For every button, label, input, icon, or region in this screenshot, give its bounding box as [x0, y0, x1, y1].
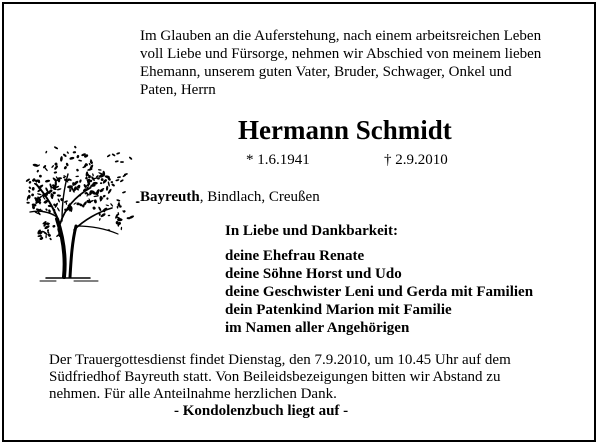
tree-leaf	[66, 151, 69, 154]
tree-leaf	[66, 202, 68, 205]
intro-line: voll Liebe und Fürsorge, nehmen wir Abschied von meinem lieben	[140, 46, 542, 62]
tree-leaf	[52, 225, 56, 228]
tree-leaf	[54, 171, 58, 174]
tree-leaf	[97, 177, 100, 179]
tree-leaf	[76, 168, 79, 172]
service-line: Südfriedhof Bayreuth statt. Von Beileidsbezeigungen bitten wir Abstand zu	[49, 369, 501, 385]
intro-line: Ehemann, unserem guten Vater, Bruder, Schwager, Onkel und	[140, 64, 512, 80]
tree-leaf	[100, 196, 103, 201]
tree-leaf	[28, 186, 31, 189]
tree-leaf	[63, 166, 67, 170]
tree-leaf	[28, 190, 31, 194]
tree-leaf	[110, 203, 114, 207]
intro-line: Paten, Herrn	[140, 82, 216, 98]
tree-leaf	[107, 154, 111, 158]
tree-leaf	[120, 161, 124, 163]
birth-date: * 1.6.1941	[246, 152, 310, 168]
intro-line: Im Glauben an die Auferstehung, nach einem arbeitsreichen Leben	[140, 28, 542, 44]
tree-leaf	[121, 227, 123, 231]
tree-leaf	[76, 155, 79, 159]
windblown-tree-icon	[20, 122, 142, 282]
tree-leaf	[100, 213, 106, 218]
tree-leaf	[28, 180, 31, 184]
tree-leaf	[111, 153, 115, 157]
mourner-line: deine Ehefrau Renate	[225, 248, 365, 264]
tree-leaf	[129, 156, 133, 160]
tree-leaf	[105, 204, 109, 206]
tree-leaf	[26, 202, 29, 204]
tree-leaf	[78, 159, 82, 161]
tree-leaf	[115, 179, 119, 182]
death-date: † 2.9.2010	[384, 152, 448, 168]
tree-leaf	[74, 145, 77, 148]
tree-leaf	[120, 179, 124, 183]
tree-leaf	[94, 199, 98, 203]
tree-leaf	[31, 193, 34, 196]
tree-leaf	[36, 169, 39, 172]
tree-leaf	[37, 193, 42, 196]
intro-text	[140, 27, 570, 99]
service-info	[49, 352, 511, 403]
tree-leaf	[45, 235, 46, 238]
tree-leaf	[60, 156, 63, 162]
tree-leaf	[108, 215, 111, 217]
tree-leaf	[62, 153, 67, 157]
tree-leaf	[92, 173, 94, 176]
tree-leaf	[51, 165, 54, 169]
tree-leaf	[92, 206, 96, 210]
tree-leaf	[73, 151, 77, 154]
tree-leaf	[106, 197, 109, 200]
tree-leaf	[49, 237, 52, 240]
tree-leaf	[115, 160, 119, 163]
tree-leaf	[101, 178, 104, 181]
tree-leaf	[106, 186, 109, 191]
tree-leaf	[45, 179, 51, 182]
condolence-note: - Kondolenzbuch liegt auf -	[174, 403, 349, 419]
tree-leaf	[75, 176, 79, 178]
tree-leaf	[98, 169, 102, 171]
mourner-line: deine Söhne Horst und Udo	[225, 266, 402, 282]
tree-leaf	[45, 208, 48, 211]
tree-leaf	[32, 187, 35, 191]
tree-leaf	[65, 162, 68, 166]
service-line: Der Trauergottesdienst findet Dienstag, den 7.9.2010, um 10.45 Uhr auf dem	[49, 352, 511, 368]
place-main: Bayreuth	[140, 189, 200, 205]
tree-leaf	[57, 194, 61, 197]
tree-leaf	[47, 233, 51, 237]
tree-leaf	[54, 165, 59, 171]
tree-leaf	[39, 236, 44, 240]
mourner-line: deine Geschwister Leni und Gerda mit Familien	[225, 284, 534, 300]
tree-leaf	[73, 202, 77, 205]
service-line: nehmen. Für alle Anteilnahme herzlichen Dank.	[49, 386, 337, 402]
tree-leaf	[57, 207, 61, 212]
tree-leaf	[116, 152, 120, 155]
tree-leaf	[111, 183, 115, 187]
tree-leaf	[45, 150, 48, 153]
tree-leaf	[93, 195, 99, 197]
tree-leaf	[117, 176, 121, 179]
mourner-line: dein Patenkind Marion mit Familie	[225, 302, 452, 318]
tree-leaf	[85, 171, 88, 177]
mourners-heading: In Liebe und Dankbarkeit:	[225, 223, 398, 239]
tree-leaf	[116, 199, 120, 202]
tree-leaf	[39, 175, 42, 178]
tree-leaf	[54, 146, 59, 150]
tree-leaf	[111, 181, 114, 183]
tree-leaf	[99, 218, 101, 221]
tree-leaf	[98, 206, 102, 211]
places-line	[140, 188, 320, 206]
tree-leaf	[79, 179, 82, 183]
deceased-name: Hermann Schmidt	[238, 115, 452, 145]
tree-leaf	[57, 198, 60, 202]
place-others: , Bindlach, Creußen	[199, 189, 320, 205]
mourner-line: im Namen aller Angehörigen	[225, 320, 410, 336]
tree-leaf	[122, 191, 126, 194]
tree-leaf	[52, 191, 56, 194]
tree-leaf	[102, 194, 106, 197]
tree-leaf	[100, 182, 103, 184]
tree-leaf	[107, 181, 110, 187]
tree-leaf	[44, 167, 48, 171]
tree-leaf	[69, 156, 75, 160]
mourners-block	[225, 222, 533, 337]
tree-leaf	[57, 188, 62, 191]
